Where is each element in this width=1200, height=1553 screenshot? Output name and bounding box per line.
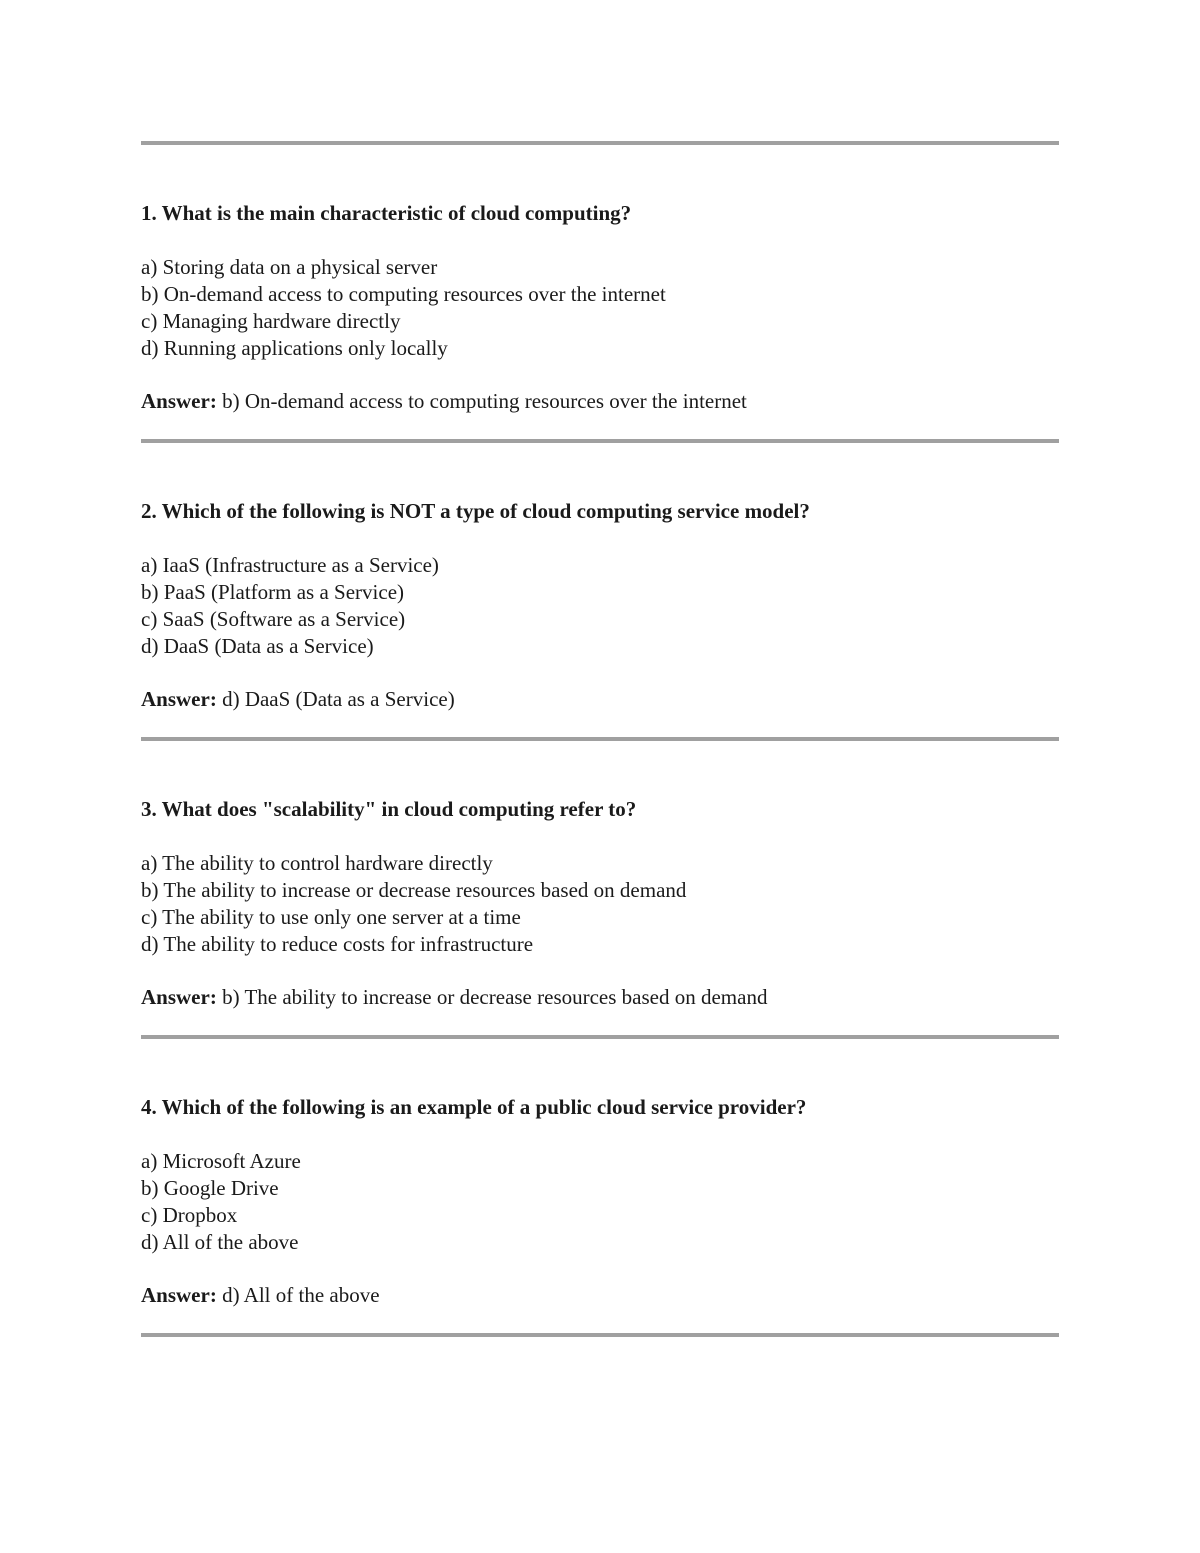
answer-text: b) On-demand access to computing resources over the internet [222,389,747,413]
answer-line [141,1283,380,1308]
horizontal-rule [141,1333,1059,1337]
option-item: a) Storing data on a physical server [141,255,438,279]
question-block-4 [141,1039,1059,1333]
option-item: a) The ability to control hardware directly [141,851,493,875]
option-item: c) Managing hardware directly [141,309,401,333]
answer-text: d) All of the above [222,1283,380,1307]
answer-line [141,389,747,414]
option-item: d) DaaS (Data as a Service) [141,634,374,658]
option-item: b) PaaS (Platform as a Service) [141,580,405,604]
document-page [141,141,1059,1337]
option-list [141,850,686,958]
option-item: d) All of the above [141,1230,299,1254]
answer-label: Answer: [141,985,217,1009]
answer-line [141,687,455,712]
option-list [141,254,666,362]
option-item: a) IaaS (Infrastructure as a Service) [141,553,439,577]
option-list [141,552,439,660]
option-item: c) SaaS (Software as a Service) [141,607,406,631]
option-list [141,1148,301,1256]
question-block-1 [141,145,1059,439]
option-item: c) Dropbox [141,1203,238,1227]
answer-text: b) The ability to increase or decrease resources based on demand [222,985,768,1009]
option-item: c) The ability to use only one server at a time [141,905,521,929]
answer-label: Answer: [141,1283,217,1307]
answer-label: Answer: [141,389,217,413]
option-item: b) The ability to increase or decrease resources based on demand [141,878,687,902]
option-item: d) Running applications only locally [141,336,448,360]
answer-line [141,985,767,1010]
answer-label: Answer: [141,687,217,711]
question-block-2 [141,443,1059,737]
question-text: 3. What does "scalability" in cloud computing refer to? [141,797,637,821]
option-item: b) On-demand access to computing resources over the internet [141,282,666,306]
question-block-3 [141,741,1059,1035]
question-text: 2. Which of the following is NOT a type of cloud computing service model? [141,499,810,523]
question-text: 1. What is the main characteristic of cloud computing? [141,201,632,225]
answer-text: d) DaaS (Data as a Service) [222,687,455,711]
option-item: d) The ability to reduce costs for infrastructure [141,932,534,956]
option-item: b) Google Drive [141,1176,279,1200]
option-item: a) Microsoft Azure [141,1149,301,1173]
question-text: 4. Which of the following is an example of a public cloud service provider? [141,1095,807,1119]
